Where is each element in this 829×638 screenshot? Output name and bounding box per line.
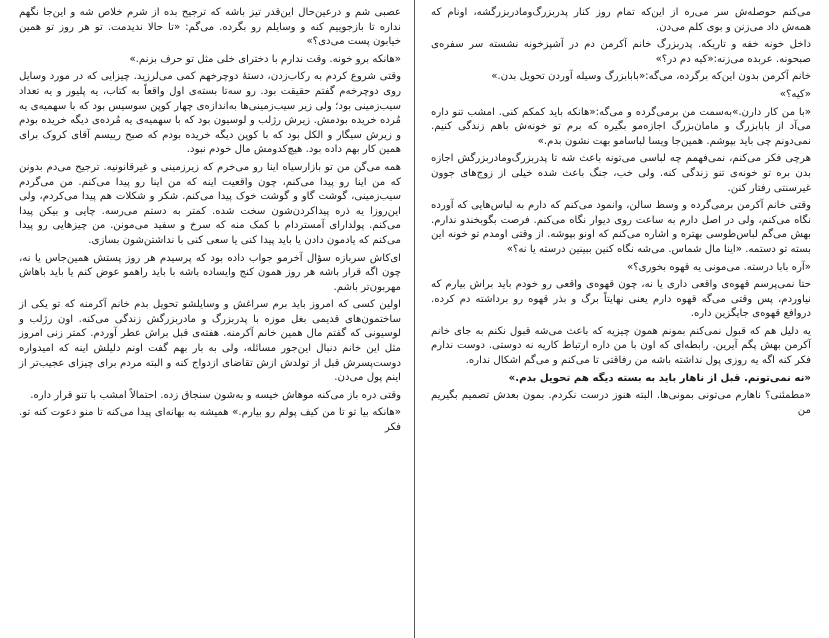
paragraph: هرچی فکر می‌کنم، نمی‌فهمم چه لباسی می‌تونه باعث شه تا پدربزرگ‌ومادربزرگش اجازه بدن بره تو خونه‌ی تنو زندگی کنه. ولی خب، جنگ باعث شده خیلی از زوج‌های جوون غیرسنتی رفتار کنن. — [431, 153, 811, 194]
paragraph: «کیه؟» — [779, 88, 811, 100]
paragraph: یه دلیل هم که قبول نمی‌کنم بمونم همون چیزیه که باعث می‌شه قبول نکنم به جای خانم آکرمن بهش پگم آیرین. رابطه‌ای که اون با من داره ارتباط کاریه نه دوستی. دوست ندارم فکر کنه اگه یه روزی پول نداشته باشه من رفاقتی تا می‌کنم و می‌گم اشکال نداره. — [431, 325, 811, 367]
paragraph: «هانکه بیا تو تا من کیف پولم رو بیارم.» همیشه به بهانه‌ای پیدا می‌کنه تا منو دعوت کنه تو. فکر — [19, 407, 401, 434]
right-page — [415, 0, 829, 638]
paragraph: خانم آکرمن بدون این‌که برگرده، می‌گه:«بابابزرگ وسیله آوردن تحویل بدن.» — [491, 71, 811, 83]
paragraph: وقتی خانم آکرمن برمی‌گرده و وسط سالن، وانمود می‌کنم که دارم به لباس‌هایی که آورده نگاه می‌کنم، ولی در اصل دارم به ساعت روی دیوار نگاه می‌کنم. فرصت بگوبخندو ندارم. بهش می‌گم لباس‌طوسی بهتره و اشاره می‌کنم که اونو بپوشه. از وقتی اومدم تو خونه این بسته تو دستمه. «اینا مال شماس. می‌شه نگاه کنین ببینین درسته یا نه؟» — [431, 200, 811, 255]
left-page — [1, 0, 415, 638]
paragraph: می‌کنم حوصله‌ش سر می‌ره از این‌که تمام روز کنار پدربزرگ‌ومادربزرگشه، اونام که همه‌ش داد می‌زنن و بوی کلم می‌دن. — [431, 7, 811, 33]
paragraph: اولین کسی که امروز باید برم سراغش و وسایلشو تحویل بدم خانم آکرمنه که تو یکی از ساختمون‌های قدیمی بغل موزه با پدربزرگ و مادربزرگش زندگی می‌کنه. اون رژلب و لوسیونی که گفتم مال همین خانم آکرمنه. هفته‌ی قبل براش عطر آوردم. کمتر زنی امروز مثل این خانم دنبال این‌جور مسائله، ولی به بار بهم گفت اونم دلیلش اینه که امیدواره دوست‌پسرش قبل از تولدش ازش تقاضای ازدواج کنه و البته مردم برای چیزای عجیب‌تر از اینم پول می‌دن. — [19, 299, 401, 384]
paragraph: «نه نمی‌تونم. قبل از ناهار باید به بسته دیگه هم تحویل بدم.» — [508, 372, 811, 384]
paragraph: عصبی شم و درعین‌حال این‌قدر تیز باشه که ترجیح بده از شرم خلاص شه و این‌جا نگهم نداره تا بازجوییم کنه و وسایلم رو بگرده. می‌گم: «تا حالا ندیدمت. تو هر روز تو همین خیابون پست می‌دی؟» — [19, 7, 401, 48]
paragraph: داخل خونه خفه و تاریکه. پدربزرگ خانم آکرمن دم در آشپزخونه نشسته سر سفره‌ی صبحونه. عربده می‌زنه:«کیه دم در؟» — [431, 39, 811, 65]
paragraph: حتا نمی‌پرسم قهوه‌ی واقعی داری یا نه، چون قهوه‌ی واقعی رو خودم باید براش بیارم که نیاوردم، پس وقتی می‌گه قهوه دارم یعنی نهایتاً برگ و بذر قهوه رو برداشته دم کرده. دروافع قهوه‌ی جایگزین داره. — [431, 279, 811, 320]
paragraph: همه می‌گن من تو بازارسیاه اینا رو می‌خرم که زیرزمینی و غیرقانونیه. ترجیح می‌دم بدونن که من اینا رو پیدا می‌کنم، چون واقعیت اینه که من اینا رو پیدا می‌کنم. من می‌گردم سیب‌زمینی، گوشت گاو و گوشت خوک پیدا می‌کنم. شکر و شکلات هم پیدا می‌کردم، ولی این‌روزا یه ذره پیداکردن‌شون سخت شده. کمتر به دستم می‌رسه. چایی و بیکن پیدا می‌کنم. پولدارای آمستردام با کمک منه که سرخ و سفید می‌مونن. من چیزهایی رو پیدا می‌کنم که یادمون دادن یا باید پیدا کنی یا سعی کنی با نداشتن‌شون بسازی. — [19, 161, 401, 246]
paragraph: وقتی دره باز می‌کنه موهاش خیسه و به‌شون سنجاق زده. احتمالاً امشب با تنو قرار داره. — [30, 389, 401, 401]
paragraph: «با من کار دارن.»به‌سمت من برمی‌گرده و می‌گه:«هانکه باید کمکم کنی. امشب تنو داره می‌آد از بابابزرگ و مامان‌بزرگ اجازه‌مو بگیره که برم تو خونه‌ش باهم زندگی کنیم. نمی‌دونم چی باید بپوشم. همین‌جا ویسا لباسامو بهت نشون بدم.» — [431, 106, 811, 147]
page-divider — [414, 0, 415, 638]
paragraph: «آره بابا درسته. می‌مونی یه قهوه بخوری؟» — [626, 261, 811, 273]
paragraph: ای‌کاش سربازه سؤال آخرمو جواب داده بود که پرسیدم هر روز پستش همین‌جاس یا نه، چون اگه قرار باشه هر روز همون کنج وایساده باشه با باید راهمو عوض کنم یا باید باهاش مهربون‌تر باشم. — [19, 252, 401, 293]
paragraph: «مطمئنی؟ ناهارم می‌تونی بمونی‌ها. البته هنوز درست نکردم. بمون بعدش تصمیم بگیریم من — [431, 390, 811, 416]
paragraph: وقتی شروع کردم به رکاب‌زدن، دستهٔ دوچرخهم کمی می‌لرزید. چیزایی که در مورد وسایل روی دوچرخه‌م گفتم حقیقت بود. رو سه‌تا بسته‌ی اول واقعاً به کتاب، یه پلیور و یه تعداد سیب‌زمینی بود؛ ولی زیر سیب‌زمینی‌ها به‌اندازه‌ی چهار کوپن سوسیس بود که با سهمیه‌ی یه مُرده خریده بودمش. زیرش رژلب و لوسیون بود که با سهمیه‌ی یه مُرده‌ی دیگه خریده بودم و زیرش سیگار و الکل بود که با کوپن دیگه خریده بودم که صبح رییسم آقای کروک برای همین کار بهم داده بود. هیچ‌کدومش مال خودم نبود. — [19, 71, 401, 156]
paragraph: «هانکه برو خونه. وقت ندارم با دختر‌ای خلی مثل تو حرف بزنم.» — [129, 53, 401, 65]
